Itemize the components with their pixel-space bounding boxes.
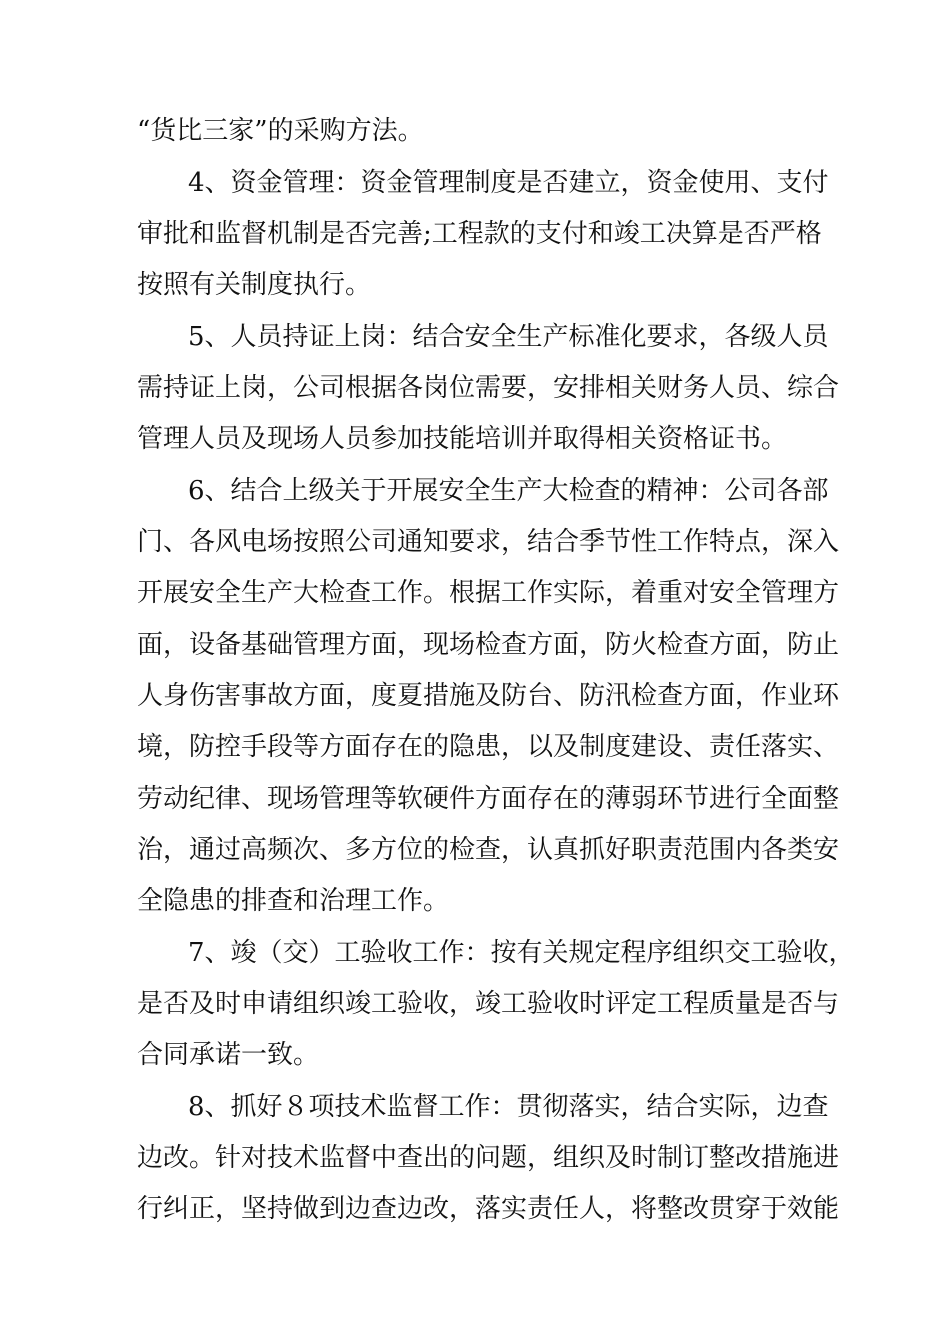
paragraph-4-heading-line: 4、资金管理：资金管理制度是否建立，资金使用、支付 — [188, 168, 829, 198]
paragraph-8-heading-line: 8、抓好８项技术监督工作：贯彻落实，结合实际，边查 — [188, 1092, 829, 1122]
text-line: 门、各风电场按照公司通知要求，结合季节性工作特点，深入 — [137, 527, 840, 557]
text-line: 合同承诺一致。 — [137, 1040, 320, 1070]
text-line: 需持证上岗，公司根据各岗位需要，安排相关财务人员、综合 — [137, 373, 840, 403]
text-line: 面，设备基础管理方面，现场检查方面，防火检查方面，防止 — [137, 630, 840, 660]
text-line: 境，防控手段等方面存在的隐患，以及制度建设、责任落实、 — [137, 732, 840, 762]
paragraph-5-heading-line: 5、人员持证上岗：结合安全生产标准化要求，各级人员 — [188, 322, 829, 352]
text-line: 审批和监督机制是否完善;工程款的支付和竣工决算是否严格 — [137, 219, 822, 249]
paragraph-6-heading-line: 6、结合上级关于开展安全生产大检查的精神：公司各部 — [188, 476, 829, 506]
text-line: 边改。针对技术监督中查出的问题，组织及时制订整改措施进 — [137, 1143, 840, 1173]
text-line: 劳动纪律、现场管理等软硬件方面存在的薄弱环节进行全面整 — [137, 784, 840, 814]
paragraph-7-heading-line: 7、竣（交）工验收工作：按有关规定程序组织交工验收， — [188, 938, 855, 968]
text-line: “货比三家”的采购方法。 — [137, 116, 424, 146]
text-line: 治，通过高频次、多方位的检查，认真抓好职责范围内各类安 — [137, 835, 840, 865]
text-line: 按照有关制度执行。 — [137, 270, 372, 300]
text-line: 行纠正，坚持做到边查边改，落实责任人，将整改贯穿于效能 — [137, 1194, 840, 1224]
text-line: 管理人员及现场人员参加技能培训并取得相关资格证书。 — [137, 424, 788, 454]
text-line: 开展安全生产大检查工作。根据工作实际，着重对安全管理方 — [137, 578, 840, 608]
text-line: 是否及时申请组织竣工验收，竣工验收时评定工程质量是否与 — [137, 989, 840, 1019]
text-line: 人身伤害事故方面，度夏措施及防台、防汛检查方面，作业环 — [137, 681, 840, 711]
text-line: 全隐患的排查和治理工作。 — [137, 886, 450, 916]
